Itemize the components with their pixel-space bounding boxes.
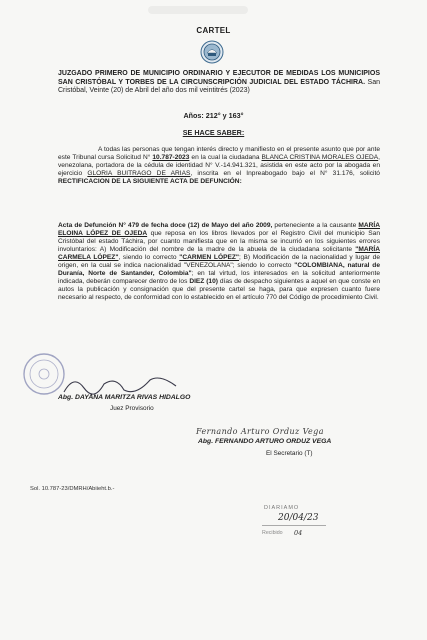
p2-text-d: ; B) Modificación de la nacionalidad y lugar de origen, en la cual se indica nacionalidad "VENEZOLANA"; siendo lo correcto	[58, 254, 380, 270]
request-action: RECTIFICACION DE LA SIGUIENTE ACTA DE DEFUNCIÓN:	[58, 178, 242, 186]
p2-text-b: que reposa en los libros llevados por el Registro Civil del municipio San Cristóbal del estado Táchira, por cuanto manifiesta que en la misma se incurrió en los siguientes errores involuntarios: A) Modificación del nombre de la madre de la abuela de la ciudadana solicitante	[58, 230, 380, 254]
received-stamp	[258, 503, 338, 543]
paragraph-intro	[58, 146, 380, 186]
paper-smudge	[148, 6, 248, 14]
days-term: DIEZ (10)	[189, 278, 218, 286]
p2-text-e: ; en tal virtud, los interesados en la solicitud anteriormente indicada, deberán comparecer dentro de los	[58, 270, 380, 286]
solicitud-number: 10.787-2023	[152, 154, 190, 162]
p2-text-f: días de despacho siguientes a aquel en que conste en autos la publicación y consignación que del presente cartel se haga, para que expresen cuanto fuere necesario al respecto, de conformidad con lo establecido en el artículo 770 del Código de procedimiento Civil.	[58, 278, 381, 302]
received-stamp-label: DIARIAMO	[264, 505, 300, 511]
secretary-role: El Secretario (T)	[266, 450, 313, 457]
received-date: 20/04/23	[278, 513, 319, 523]
correct-name: "CARMEN LÓPEZ"	[179, 254, 240, 262]
footer-reference: Sol. 10.787-23/DMRH/Abiieht.b.-	[30, 486, 115, 492]
applicant-name: BLANCA CRISTINA MORALES OJEDA	[261, 154, 379, 162]
se-hace-saber-heading: SE HACE SABER:	[182, 128, 245, 137]
court-seal-icon	[200, 40, 224, 64]
received-divider	[262, 525, 326, 526]
secretary-name: Abg. FERNANDO ARTURO ORDUZ VEGA	[198, 438, 332, 445]
acta-reference: Acta de Defunción N° 479 de fecha doce (12) de Mayo del año 2009,	[58, 222, 273, 229]
years-line: Años: 212° y 163°	[183, 111, 244, 120]
p2-text-a: perteneciente a la causante	[272, 222, 359, 229]
p1-text-c: , venezolana, portadora de la cédula de identidad N° V.-14.941.321, asistida en este acto por la abogada en ejercicio	[58, 154, 381, 178]
court-date: San Cristóbal, Veinte (20) de Abril del año dos mil veintitrés (2023)	[58, 78, 380, 95]
lawyer-name: GLORIA BUITRAGO DE ARIAS	[87, 170, 191, 178]
correct-nationality: "COLOMBIANA, natural de Duranía, Norte de Santander, Colombia"	[58, 262, 380, 278]
court-header	[58, 70, 380, 96]
p1-text-d: , inscrita en el Inpreabogado bajo el N° 31.176, solicitó	[190, 170, 380, 178]
received-sub-label: Recibido	[262, 530, 283, 536]
secretary-handwritten-signature: Fernando Arturo Orduz Vega	[196, 427, 324, 436]
judge-name: Abg. DAYANA MARITZA RIVAS HIDALGO	[58, 394, 191, 401]
p2-text-c: , siendo lo correcto	[118, 254, 180, 262]
p1-text-a: A todas las personas que tengan interés directo y manifiesto en el presente asunto que por ante este Tribunal cursa Solicitud N°	[58, 146, 380, 162]
received-number: 04	[294, 529, 303, 537]
court-name: JUZGADO PRIMERO DE MUNICIPIO ORDINARIO Y EJECUTOR DE MEDIDAS LOS MUNICIPIOS SAN CRISTÓBAL Y TORBES DE LA CIRCUNSCRIPCIÓN JUDICIAL DEL ESTADO TÁCHIRA.	[58, 70, 380, 86]
judge-role: Juez Provisorio	[110, 405, 154, 412]
document-title: CARTEL	[196, 26, 231, 35]
p1-text-b: en la cual la ciudadana	[189, 154, 262, 162]
paragraph-acta	[58, 222, 380, 302]
causante-name: MARÍA ELOINA LÓPEZ DE OJEDA	[58, 222, 380, 238]
wrong-name: "MARÍA CARMELA LÓPEZ"	[58, 246, 380, 262]
